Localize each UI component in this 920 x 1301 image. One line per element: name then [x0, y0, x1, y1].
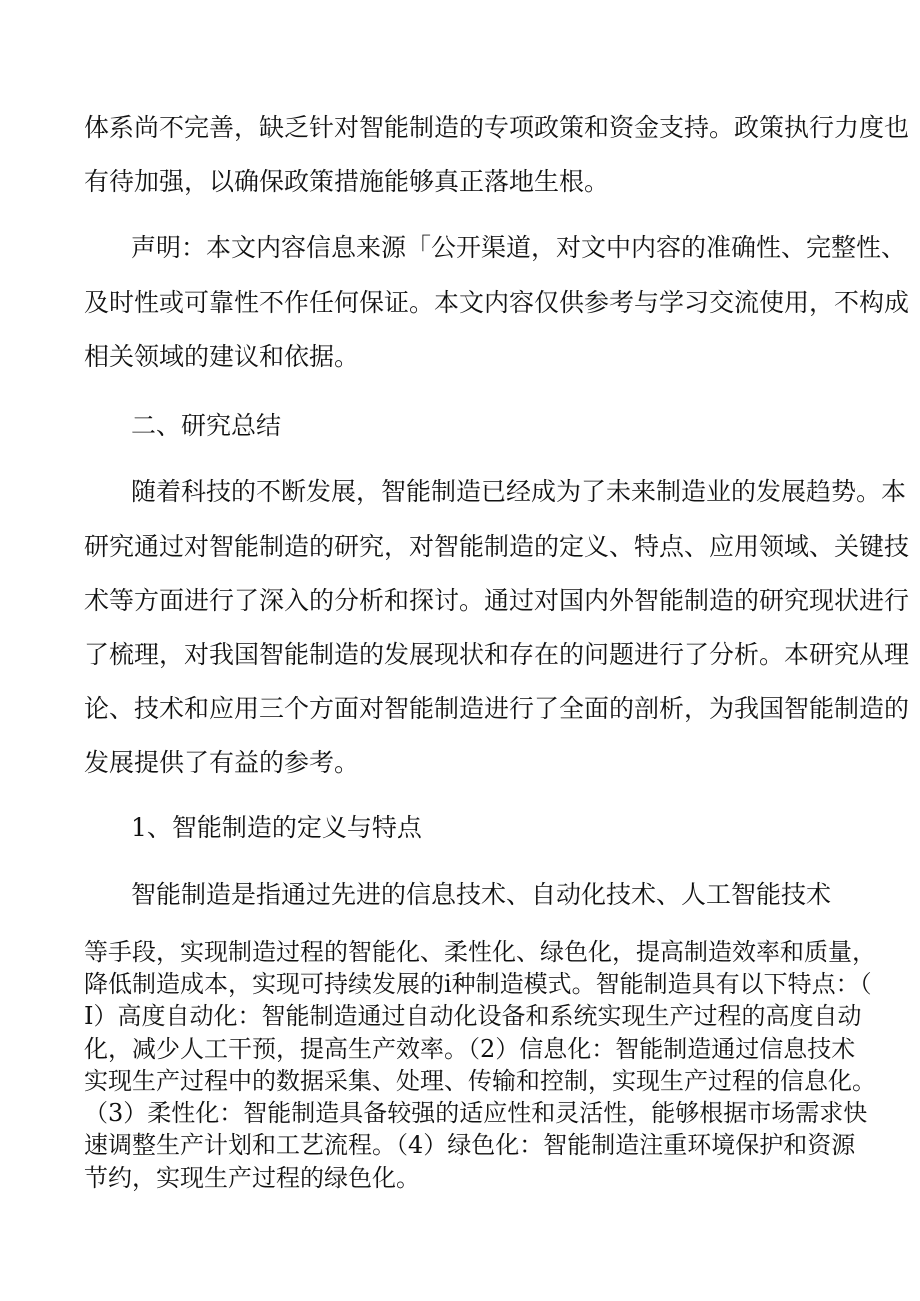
summary-line-3: 术等方面进行了深入的分析和探讨。通过对国内外智能制造的研究现状进行 [84, 586, 910, 615]
summary-line-4: 了梳理，对我国智能制造的发展现状和存在的问题进行了分析。本研究从理 [84, 640, 910, 669]
definition-line-8: 节约，实现生产过程的绿色化。 [84, 1164, 420, 1192]
subsection-heading: 1、智能制造的定义与特点 [131, 813, 422, 842]
definition-line-3: I）高度自动化：智能制造通过自动化设备和系统实现生产过程的高度自动 [84, 1002, 862, 1030]
definition-line-1: 等手段，实现制造过程的智能化、柔性化、绿色化，提高制造效率和质量， [84, 938, 876, 966]
definition-line-2: 降低制造成本，实现可持续发展的i种制造模式。智能制造具有以下特点：（ [84, 970, 872, 998]
summary-line-5: 论、技术和应用三个方面对智能制造进行了全面的剖析，为我国智能制造的 [84, 694, 910, 723]
disclaimer-line-2: 及时性或可靠性不作任何保证。本文内容仅供参考与学习交流使用，不构成 [84, 288, 910, 317]
section-heading: 二、研究总结 [131, 411, 282, 440]
definition-line-7: 速调整生产计划和工艺流程。（4）绿色化：智能制造注重环境保护和资源 [84, 1131, 856, 1159]
disclaimer-line-3: 相关领域的建议和依据。 [84, 342, 360, 371]
summary-line-1: 随着科技的不断发展，智能制造已经成为了未来制造业的发展趋势。本 [131, 477, 907, 506]
definition-line-5: 实现生产过程中的数据采集、处理、传输和控制，实现生产过程的信息化。 [84, 1067, 876, 1095]
definition-line-6: （3）柔性化：智能制造具备较强的适应性和灵活性，能够根据市场需求快 [84, 1099, 868, 1127]
disclaimer-line-1: 声明：本文内容信息来源「公开渠道，对文中内容的准确性、完整性、 [131, 233, 907, 262]
intro-line-2: 有待加强，以确保政策措施能够真正落地生根。 [84, 167, 610, 196]
summary-line-6: 发展提供了有益的参考。 [84, 748, 360, 777]
summary-line-2: 研究通过对智能制造的研究，对智能制造的定义、特点、应用领域、关键技 [84, 532, 910, 561]
definition-first-line: 智能制造是指通过先进的信息技术、自动化技术、人工智能技术 [131, 880, 832, 909]
definition-line-4: 化，减少人工干预，提高生产效率。（2）信息化：智能制造通过信息技术 [84, 1035, 856, 1063]
intro-line-1: 体系尚不完善，缺乏针对智能制造的专项政策和资金支持。政策执行力度也 [84, 113, 910, 142]
